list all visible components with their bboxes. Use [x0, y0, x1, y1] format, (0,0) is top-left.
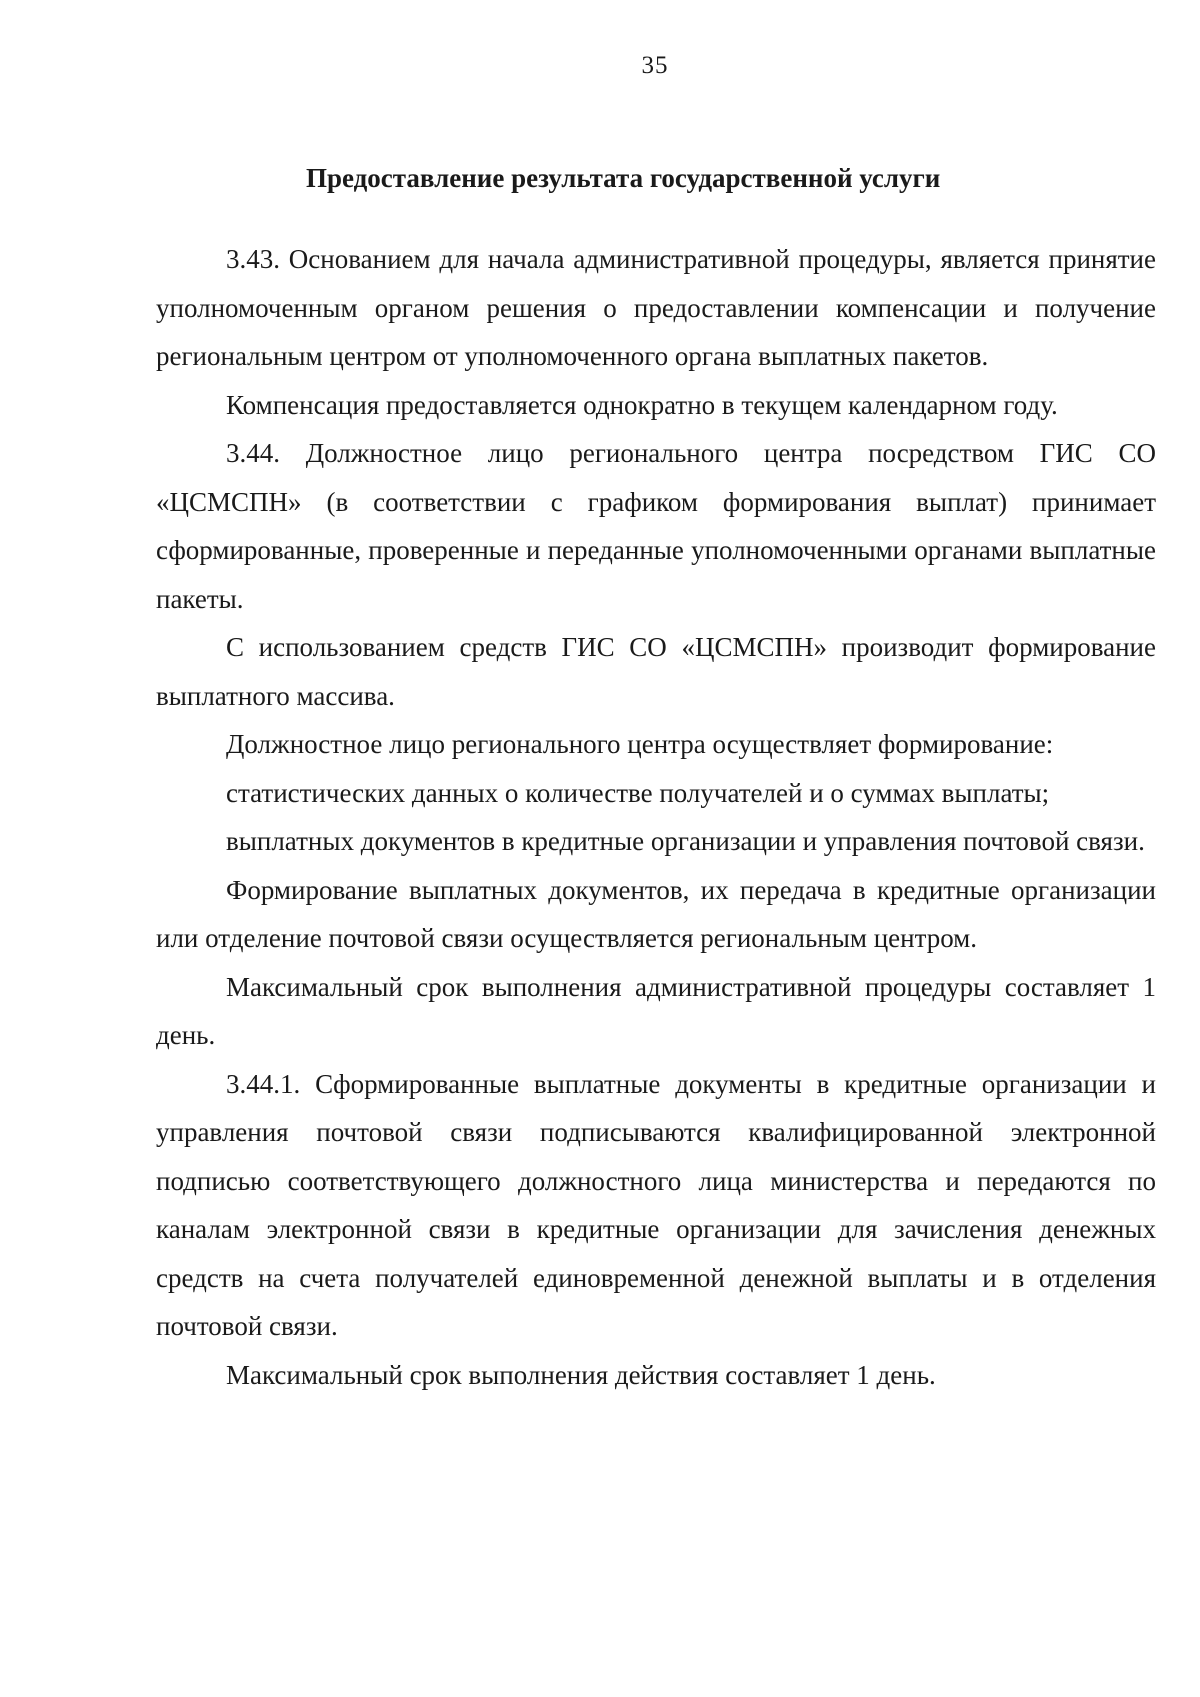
- paragraph-3-43: 3.43. Основанием для начала административной процедуры, является принятие уполномоченным органом решения о предоставлении компенсации и получение региональным центром от уполномоченного органа выплатных пакетов.: [156, 244, 1156, 371]
- paragraph-statistics: статистических данных о количестве получателей и о суммах выплаты;: [226, 777, 1050, 808]
- paragraph-3-44: 3.44. Должностное лицо регионального центра посредством ГИС СО «ЦСМСПН» (в соответствии с графиком формирования выплат) принимает сформированные, проверенные и переданные уполномоченными органами выплатные пакеты.: [156, 438, 1156, 614]
- paragraph-payment-array: С использованием средств ГИС СО «ЦСМСПН» производит формирование выплатного массива.: [156, 632, 1156, 711]
- paragraph-document-transfer: Формирование выплатных документов, их передача в кредитные организации или отделение почтовой связи осуществляется региональным центром.: [156, 874, 1156, 953]
- paragraph-max-term-procedure: Максимальный срок выполнения административной процедуры составляет 1 день.: [156, 971, 1156, 1050]
- document-body: [156, 150, 1156, 1399]
- paragraph-official-forms: Должностное лицо регионального центра осуществляет формирование:: [226, 729, 1054, 759]
- paragraph-max-term-action: Максимальный срок выполнения действия составляет 1 день.: [226, 1359, 936, 1390]
- paragraph-3-44-1: 3.44.1. Сформированные выплатные документы в кредитные организации и управления почтовой связи подписываются квалифицированной электронной подписью соответствующего должностного лица министерства и передаются по каналам электронной связи в кредитные организации для зачисления денежных средств на счета получателей единовременной денежной выплаты и в отделения почтовой связи.: [156, 1068, 1156, 1341]
- section-title: Предоставление результата государственной услуги: [306, 163, 941, 193]
- paragraph-payment-documents: выплатных документов в кредитные организации и управления почтовой связи.: [226, 826, 1145, 856]
- page-number: 35: [641, 52, 669, 79]
- paragraph-compensation-once: Компенсация предоставляется однократно в текущем календарном году.: [226, 389, 1058, 420]
